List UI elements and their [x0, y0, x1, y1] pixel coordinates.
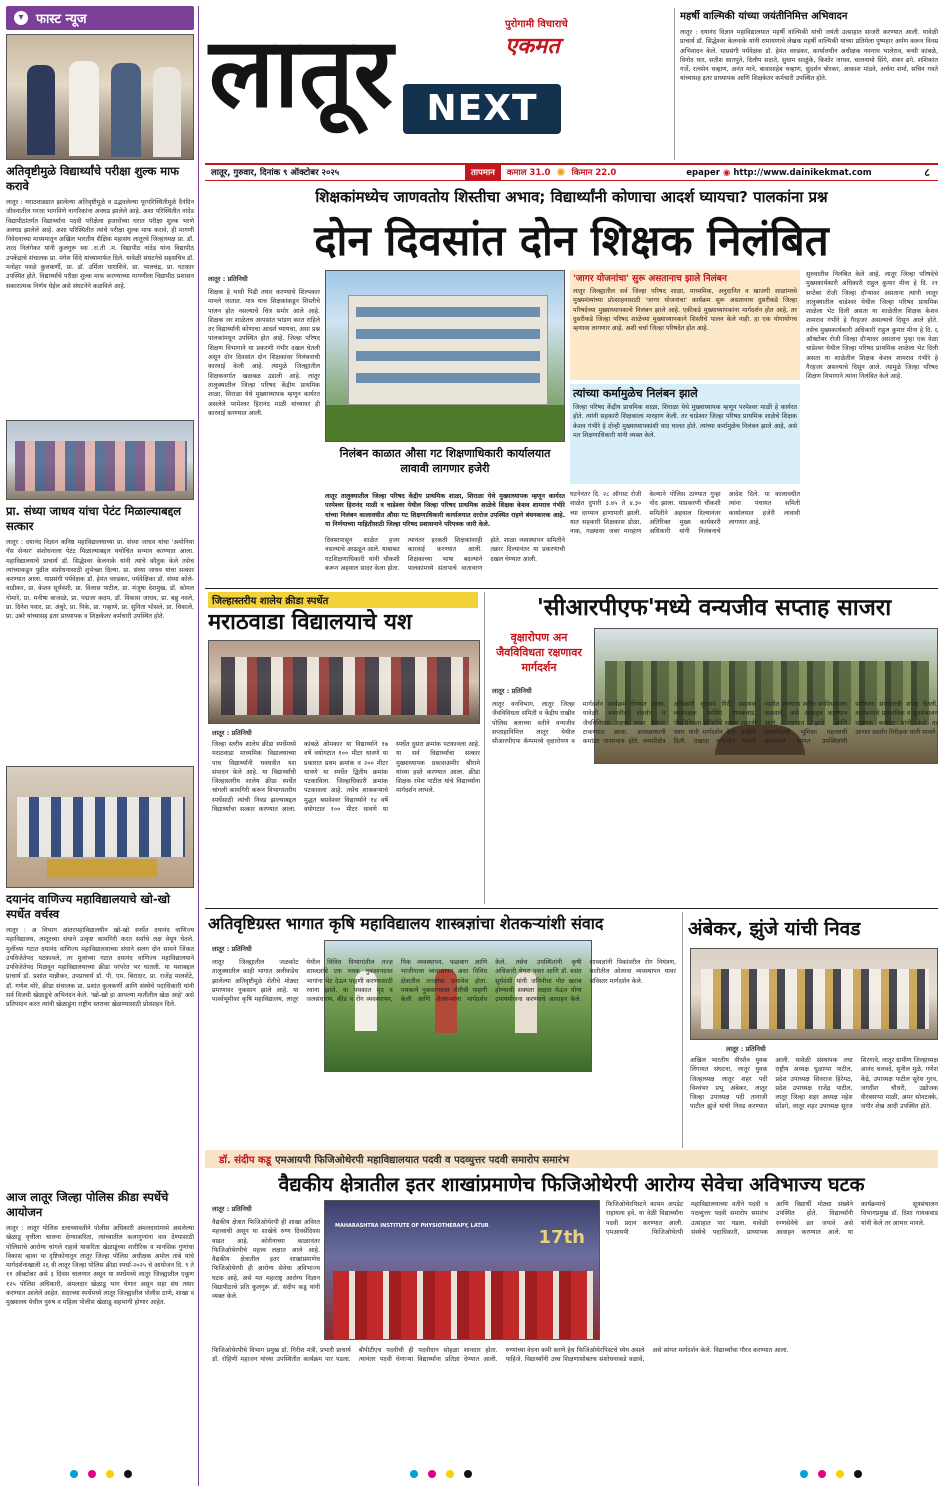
karma-box — [570, 384, 800, 484]
karma-box-headline: त्यांच्या कर्मामुळेच निलंबन झाले — [573, 387, 698, 400]
epaper-label: epaper — [686, 167, 720, 178]
dateline-date: लातूर, गुरुवार, दिनांक ९ ऑक्टोबर २०२५ — [211, 168, 340, 178]
dateline-bar — [205, 163, 938, 181]
temp-max: कमाल 31.0 — [506, 168, 551, 178]
lead-headline: दोन दिवसांत दोन शिक्षक निलंबित — [314, 216, 829, 265]
fast-news-headline-2: प्रा. संध्या जाधव यांचा पेटंट मिळाल्याबद्दल सत्कार — [6, 504, 182, 533]
lead-byline: लातूर : प्रतिनिधी — [208, 275, 248, 283]
fast-news-headline-4: आज लातूर जिल्हा पोलिस क्रीडा स्पर्धेचे आयोजन — [6, 1190, 169, 1219]
fast-news-body-4: लातूर : लातूर पोलिस दलाच्यावतीने पोलीस अधिकारी अंमलदारांमध्ये असलेल्या खेळाडू वृत्तीला चालना देण्याकरिता, त्यांच्यातील कलागुणांना वाव देण्यासाठी पोलिसांचे आरोग्य चांगले राहावे याकरिता खेळाडूंच्या शारीरिक व मानसिक गुणांचा विकास व्हावा या दृष्टिकोनातून लातूर जिल्हा पोलिस अधीक्षक अमोल तांबे यांचे मार्गदर्शनाखाली २६ वी लातूर जिल्हा पोलिस क्रीडा स्पर्धा-२०२५ चे आयोजन दि. ९ ते ११ ऑक्टोबर असे ३ दिवस चालणार असून या स्पर्धेमध्ये लातूर जिल्ह्यातील एकूण १२५ पोलिस अधिकारी, अंमलदार खेळाडू भाग घेणार असून सहा संघ तयार करण्यात आलेले आहेत. सदरच्या स्पर्धेमध्ये लातूर जिल्ह्यातील पोलीस ठाणे, शाखा व मुख्यालय येथील पुरुष व महिला पोलीस खेळाडू सहभागी होणार आहेत. — [6, 1225, 194, 1307]
physio-bottom: फिजिओथेरपीचे विभाग प्रमुख डॉ. गिरीश मंत्री, प्रभारी प्राचार्य डॉ. रोहिणी महाजन यांच्या उपस्थितीत कार्यक्रम पार पडला. बीपीटीएच पदवीची ही पदवीदान सोहळा शानदार होता. त्यानंतर पदवी घेणाऱ्या विद्यार्थ्यांना प्रतिज्ञा देण्यात आली. रुग्णांच्या वेदना कमी करणे हेच फिजिओथेरपिस्टचे ध्येय असले पाहिजे. विद्यार्थ्यांनी उच्च शिक्षणासोबतच संशोधनाकडे वळावे, असे सांगत मार्गदर्शन केले. विद्यार्थ्यांचा गौरव करण्यात आला. — [212, 1347, 789, 1364]
crpf-subhead: वृक्षारोपण अन जैवविविधता रक्षणावर मार्गदर्शन — [496, 631, 582, 674]
fast-news-body-3: लातूर : अ विभाग आंतरमहाविद्यालयीन खो-खो स्पर्धेत दयानंद वाणिज्य महाविद्यालय, लातूरच्या संघाने उत्कृष्ट कामगिरी करत सर्वांचे लक्ष वेधून घेतले. मुलींच्या गटात दयानंद वाणिज्य महाविद्यालयाच्या संघाने सलग दोन सामने जिंकत उपविजेतेपद पटकावले, तर मुलांच्या गटात दयानंद वाणिज्य महाविद्यालयाने उपविजेतेपद मिळवून महाविद्यालयाच्या क्रीडा परंपरेत भर घातली. या यशाबद्दल प्राचार्य डॉ. प्रशांत मान्नीकर, उपप्राचार्य डॉ. पी. एम. बिरादार, प्रा. राजेंद्र मालशेटे, डॉ. गणेश मोरे, क्रीडा संचालक प्रा. प्रशांत कुलकर्णी आणि संस्थेचे पदाधिकारी यांनी सर्व विजयी खेळाडूंचे अभिनंदन केले. 'खो-खो हा आपल्या मातीतील खेळ आहे' असे प्रतिपादन करत त्यांनी खेळाडूंना राष्ट्रीय स्तरावर खेळण्यासाठी प्रोत्साहन दिले. — [6, 927, 194, 1009]
school-building-photo — [325, 270, 565, 442]
sports-kicker: जिल्हास्तरीय शालेय क्रीडा स्पर्धेत — [208, 592, 478, 608]
fast-news-label: फास्ट न्यूज — [36, 12, 87, 27]
fast-news-body-1: लातूर : मराठवाड्यात झालेल्या अतिवृष्टीमुळे व उद्भवलेल्या पूरपरिस्थितीमुळे दैनंदिन जीवनातील गरजा भागविणे नागरिकांना अवघड झालेले आहे. अशा परिस्थितीत नांदेड विद्यापीठांतर्गत विद्यार्थ्यांना पदवी परीक्षेला हजारोंच्या घरात परीक्षा शुल्क भरणे अवघड झालेले आहे. अशा परिस्थितीत त्यांचे परीक्षा शुल्क माफ करावे, ही मागणी निवेदनाच्या माध्यमातून अखिल भारतीय शैक्षिक महासंघ लातूरचे जिल्हाध्यक्ष प्रा. डॉ. शरद निलंगेकर यांनी कुलगुरू स्वा .रा.ती .म. विद्यापीठ नांदेड यांना विद्यापीठ उपकेंद्राचे संचालक प्रा. मंगेश शिंदे यांच्यामार्फत दिले. यावेळी संघटनेचे सहसचिव डॉ. मनोहर पवळे कुलकर्णी, प्रा. डॉ. उर्मिला धाराशिवे, प्रा. भालचंद्र, प्रा. घटकार उपस्थित होते. विद्यार्थ्यांचे परीक्षा शुल्क माफ करण्याच्या मागणीला विद्यापीठ प्रशासन सकारात्मक निर्णय घेईल असे संघटनेने कळविले आहे. — [6, 199, 194, 290]
sports-photo — [208, 640, 480, 724]
registration-marks-left — [70, 1470, 132, 1478]
jagar-box-headline: 'जागर योजनांचा' सुरू असतानाच झाले निलंबन — [573, 274, 727, 284]
lead-middle-columns: घटनेनंतर दि. २८ ऑगस्ट रोजी शाळेत दुपारी ३.४५ ते ४.३० च्या दरम्यान हाणामारी झाली. यात सहकारी शिक्षकास डोळा, नाक, गळ्यावर जबर मारहाण केल्याने पोलिस ठाण्यात गुन्हा नोंद झाला. याप्रकरणी चौकशी समितीने अहवाल दिल्यानंतर अतिरिक्त मुख्य कार्यकारी अधिकारी यांनी निलंबनाचे आदेश दिले. या कालावधीत त्यांना पंचायत समिती कार्यालयात हजेरी लावावी लागणार आहे. — [570, 491, 800, 536]
sports-byline: लातूर : प्रतिनिधी — [212, 729, 252, 737]
globe-icon: ◉ — [722, 167, 731, 178]
fast-news-body-2: लातूर : दयानंद विज्ञान कनिष्ठ महाविद्यालयाच्या प्रा. संध्या जाधव यांचा 'अमोनिया गॅस सेन्सर' संशोधनाला पेटंट मिळाल्याबद्दल यथोचित सन्मान करण्यात आला. महाविद्यालयाचे प्राचार्य डॉ. सिद्धेश्वर केलनाके यांनी त्यांचे कौतुक केले तसेच त्यांच्याकडून पुढील संशोधनासाठी शुभेच्छा दिल्या. प्रा. संध्या जाधव यांचा सत्कार करण्यात आला. याप्रसंगी पर्यवेक्षक डॉ. हेमंत वरुडकर, पर्यवेक्षिका डॉ. संध्या कोले-वाडीकर, प्रा. केशव सूर्यवंशी, प्रा. विलास पाटील, प्रा. मंजुषा देशमुख, डॉ. कोमल गोमारे, प्रा. मनीषा बाजाळे, प्रा. पद्मजा कदम, डॉ. विकास जाधव, प्रा. बब्रु नवले, प्रा. दिनेश पवार, प्रा. अंबुरे, प्रा. पिके, प्रा. गव्हाणे, प्रा. सुनिता भोसले, प्रा. चिकाले, प्रा. उबरे यांच्यासह इतर प्राध्यापक व शिक्षकेतर कर्मचारी उपस्थित होते. — [6, 539, 194, 621]
fast-news-column — [6, 6, 194, 1486]
page-number: ८ — [924, 166, 930, 179]
physio-kicker-text: एमआयपी फिजिओथेरपी महाविद्यालयात पदवी व पदव्युत्तर पदवी समारोप समारंभ — [275, 1155, 569, 1166]
physio-kicker — [205, 1150, 938, 1168]
masthead-next — [403, 84, 561, 134]
top-right-body: लातूर : दयानंद विज्ञान महाविद्यालयात महर्षी वाल्मिकी यांची जयंती उत्साहात साजरी करण्यात आली. यावेळी प्राचार्य डॉ. सिद्धेश्वर केलनाके यांनी रामायणाचे लेखक महर्षी वाल्मिकी यांच्या प्रतिमेला पुष्पहार अर्पण करून विनम्र अभिवादन केले. याप्रसंगी पर्यवेक्षक डॉ. हेमंत वरुडकर, कार्यालयीन अधीक्षक नवनाथ भालेराव, बन्सी कांबळे, विनोद धार, सतीश सातपुते, दिलीप सदाते, सुधाम साळुंके, किशोर जाधव, चालनायो सिंगे, शंकर ढगे, शशिकांत गर्जे, रत्नसेन चव्हाण, अनंत माने, बावासाहेब चव्हाण, सुदर्शन बोरकर, आकाश मांडवे, अर्चना शर्मा, सचिन गवते यांच्यासह इतर प्राध्यापक आणि शिक्षकेतर कर्मचारी उपस्थित होते. — [680, 29, 938, 83]
physio-kicker-name: डॉ. संदीप कडू — [219, 1155, 272, 1166]
masthead-title: लातूर — [209, 17, 393, 129]
crpf-body: लातूर वनविभाग, लातूर जिल्हा जैवविविधता समिती व केंद्रीय राखीव पोलिस बलाच्या वतीने वन्यजीव सप्ताहानिमित्त लातूर येथील सीआरपीएफ कॅम्पमध्ये वृक्षारोपण व मार्गदर्शन कार्यक्रम घेण्यात आला. यावेळी वन्यजीव संवर्धन व जैवविविधता रक्षण यावर प्रकाश टाकण्यात आला. अध्यक्षस्थानी कमांडंट पारसनाथ होते. वनपरिक्षेत्र अधिकारी वृंदावन गिरी, सहायक वनसंरक्षक नरसिंग गायकवाड, जैवविविधता समितीचे सदस्य शहाजी पवार यांनी मार्गदर्शन केले. माहिती दिली. एखादा वन्यजीव मानवी वस्तीत आल्यास त्वरित वनविभागाला कळवावे, असे आवाहन करण्यात आले. रक्षणात झाडे आणि वन्यजीवांची भूमिका महत्त्वाची असल्याचे सांगत उपस्थितांनी पर्यावरण संवर्धनाची शपथ घेतली. कार्यक्रमाचे प्रास्ताविक व सूत्रसंचालन सहायक कमांडंट यांनी केले तर आभार प्रदर्शन निरीक्षक यांनी मानले. — [492, 701, 938, 746]
masthead-paper-name: एकमत — [505, 34, 560, 59]
physio-headline: वैद्यकीय क्षेत्रातील इतर शाखांप्रमाणेच फिजिओथेरपी आरोग्य सेवेचा अविभाज्य घटक — [278, 1173, 865, 1196]
masthead-next-label: NEXT — [426, 88, 538, 129]
lead-below-photo: लातूर तालुक्यातील जिल्हा परिषद केंद्रीय प्राथमिक शाळा, शिराळा येथे मुख्याध्यापक म्हणून कार्यरत परमेश्वर हिरानंद माळी व चाडेश्वर येथील जिल्हा परिषद प्राथमिक शाळेचे शिक्षक केशव शामराव गंभीरे यांच्या निलंबन कालावधीत औसा गट शिक्षणाधिकारी कार्यालयात दररोज उपस्थित राहणे बंधनकारक आहे. या निर्णयाच्या माहितीसाठी जिल्हा परिषद प्रशासनाने परिपत्रक जारी केले. — [325, 493, 565, 528]
top-right-headline: महर्षी वाल्मिकी यांच्या जयंतीनिमित्त अभिवादन — [680, 11, 848, 22]
ambekar-byline: लातूर : प्रतिनिधी — [726, 1045, 766, 1053]
jagar-box-body: लातूर जिल्ह्यातील सर्व जिल्हा परिषद शाळा, माध्यमिक, अनुदानित व खाजगी शाळांमध्ये मुख्यमंत्र्यांच्या प्रोत्साहनासाठी 'जागर योजनांचा' कार्यक्रम सुरू असतानाच दुसरीकडे जिल्हा परिषदेच्या मुख्याध्यापकाचे निलंबन झाले आहे. एकीकडे मुख्याध्यापकांना मार्गदर्शन होत आहे, तर दुसरीकडे जिल्हा परिषद शाळेच्या मुख्याध्यापकाने शिस्तीचे पालन केले नाही. हा एक योगायोगच म्हणावा लागणार आहे. अशी चर्चा जिल्हा परिषदेत होत आहे. — [573, 288, 797, 333]
sports-body: जिल्हा स्तरीय शालेय क्रीडा स्पर्धेमध्ये मराठवाडा माध्यमिक विद्यालयाच्या पाच विद्यार्थ्यांनी घवघवीत यश संपादन केले आहे. या विद्यार्थ्यांची जिल्हास्तरीय शालेय क्रीडा स्पर्धेत चांगली कामगिरी करून विभागस्तरीय स्पर्धेसाठी त्यांची निवड झाल्याबद्दल विद्यार्थ्यांचा सत्कार करण्यात आला. कांबळे ओमकार या विद्यार्थ्याने १७ वर्षे वयोगटात १०० मीटर धावणे या प्रकारात प्रथम क्रमांक व २०० मीटर धावणे या स्पर्धेत द्वितीय क्रमांक पटकाविला. जिल्हाधिकारी क्रमांक पटकावला आहे. तसेच शाकबऱ्याचे मुद्धत बसवेश्वर विद्यार्थ्याने १४ वर्षे वयोगटात १०० मीटर धावणे या स्पर्धेत दुसरा क्रमांक पटकावला आहे. या सर्व विद्यार्थ्यांचा सत्कार मुख्याध्यापक प्रकाशअमीर श्रीरामे यांच्या हस्ते करण्यात आला. क्रीडा शिक्षक रमेश पाटील यांचे विद्यार्थ्यांना मार्गदर्शन लाभले. — [212, 741, 480, 814]
lead-right-column: सुरुवातीस निलंबित केले आहे. लातूर जिल्हा परिषदेचे मुख्यकार्यकारी अधिकारी राहुल कुमार मीना हे दि. २१ सप्टेंबर रोजी जिल्हा दौऱ्यावर असताना त्यांनी लातूर तालुक्यातील चाडेश्वर येथील जिल्हा परिषद प्राथमिक शाळेला भेट दिली असता या शाळेतील शिक्षक केशव शामराव गंभीरे हे गैरहजर असल्याचे दिसून आले होते. तसेच मुख्यकार्यकारी अधिकारी राहुल कुमार मीना हे दि. ६ ऑक्टोबर रोजी जिल्हा दौऱ्यावर असताना पुन्हा एक वेळा चाडेश्वर येथील जिल्हा परिषद प्राथमिक शाळेला भेट दिली असता या शाळेतील शिक्षक केशव शामराव गंभीरे हे गैरहजर असल्याचे दिसून आले. त्यामुळे जिल्हा परिषद शिक्षण विभागाने त्यांना निलंबित केले आहे. — [806, 271, 938, 381]
news-photo-exam-fee — [6, 34, 194, 160]
fast-news-headline-1: अतिवृष्टीमुळे विद्यार्थ्यांचे परीक्षा शुल्क माफ करावे — [6, 164, 180, 193]
agri-body: लातूर जिल्ह्यातील जळकोट तालुक्यातील काही भागात अलीकडेच झालेल्या अतिवृष्टीमुळे शेतीचे मोठ्या प्रमाणावर नुकसान झाले आहे. या पार्श्वभूमीवर कृषि महाविद्यालय, लातूर येथील विविध विभागांतील तज्ज्ञ शास्त्रज्ञांचे एक पथक नुकसानग्रस्त भागांना भेट देऊन पाहणी करण्यासाठी रवाना झाले. या पथकात मृद व जलसंधारण, कीड व रोग व्यवस्थापन, पिक व्यवस्थापन, फळबाग आणि भाजीपाला व्यवस्थापन अशा विविध क्षेत्रातील तज्ज्ञांचा समावेश होता. पथकाने नुकसानग्रस्त शेतीची पाहणी केली आणि शेतकऱ्यांना मार्गदर्शन केले. तसेच उपस्थितांनी कृषी अधिकारी श्रेयश पवार आणि डॉ. बसंत सूर्यवंशी यांनी जमिनीचा पोत खराब होण्याची शक्यता लक्षात घेऊन योग्य उपाययोजना करण्याचे आवाहन केले. शास्त्रज्ञांनी पिकांवरील रोग नियंत्रण, मातीतील ओलावा व्यवस्थापन यावर सविस्तर मार्गदर्शन केले. — [212, 959, 676, 1004]
ambekar-body: अखिल भारतीय वीरशैव युवक लिंगायत संघटना, लातूर युवक जिल्हाध्यक्ष लातूर शहर पदी विश्वंभर प्रभू अंबेकर, लातूर जिल्हा उपाध्यक्ष पदी तानाजी पाटील झुंजे यांची निवड करण्यात आली. यावेळी संस्थापक तथा राष्ट्रीय अध्यक्ष धुळाप्पा पाटील, प्रदेश उपाध्यक्ष शिवराज हिरेमठ, प्रदेश उपाध्यक्ष राजेंद्र पाटील, लातूर जिल्हा शहर अध्यक्ष महेश सोंडगे, लातूर शहर उपाध्यक्ष सूरज शिरगावे, लातूर ग्रामीण जिल्हाध्यक्ष आनंद चलवदे, सुनील मुळे, गणेश केंद्रे, उपाध्यक्ष पाटील सुरेश गुरव, जगदीश चौधरी, उद्योजक वीरबसप्पा माळी, अमर सोनटक्के, जगीर शेख आदी उपस्थित होते. — [690, 1057, 938, 1111]
news-photo-patent — [6, 420, 194, 500]
registration-marks-right — [800, 1470, 862, 1478]
lead-column-1: शिक्षक हे भावी पिढी तयार करण्याचे शिल्पकार मानले जातात. मात्र याच शिक्षकांकडून शिस्तीचे पालन होत नसल्याचे चित्र समोर आले आहे. शिक्षक जर शाळेतच आपसांत भांडण करत राहिले तर विद्यार्थ्यांनी कोणाचा आदर्श घ्यायचा, असा प्रश्न पालकांमधून उपस्थित होत आहे. जिल्हा परिषद शिक्षण विभागाने या प्रकरणी गंभीर दखल घेतली असून दोन दिवसांत दोन शिक्षकांवर निलंबनाची कारवाई केली आहे. त्यामुळे जिल्ह्यातील शिक्षकवर्गात खळबळ उडाली आहे. लातूर तालुक्यातील जिल्हा परिषद केंद्रीय प्राथमिक शाळा, शिराळा येथे मुख्याध्यापक म्हणून कार्यरत असलेले परमेश्वर हिरानंद माळी यांच्यावर ही कारवाई करण्यात आली. — [208, 289, 320, 417]
jagar-box — [570, 270, 800, 380]
crpf-headline: 'सीआरपीएफ'मध्ये वन्यजीव सप्ताह साजरा — [536, 595, 892, 621]
physio-byline: लातूर : प्रतिनिधी — [212, 1205, 252, 1213]
graduation-stage-number: 17th — [538, 1227, 585, 1248]
top-right-story — [680, 10, 938, 160]
agri-byline: लातूर : प्रतिनिधी — [212, 945, 252, 953]
fast-news-header — [6, 6, 194, 30]
agri-headline: अतिवृष्टिग्रस्त भागात कृषि महाविद्यालय शास्त्रज्ञांचा शेतकऱ्यांशी संवाद — [208, 914, 604, 933]
sports-headline: मराठवाडा विद्यालयाचे यश — [208, 610, 412, 635]
graduation-banner: MAHARASHTRA INSTITUTE OF PHYSIOTHERAPY, LATUR — [335, 1223, 489, 1229]
temperature-label: तापमान — [465, 165, 501, 180]
lead-kicker: शिक्षकांमध्येच जाणवतोय शिस्तीचा अभाव; विद्यार्थ्यांनी कोणाचा आदर्श घ्यायचा? पालकांना प्रश्न — [315, 188, 828, 206]
lead-bottom-columns: दिवसापासून शाळेत हजर नसल्याचे आढळून आले. याबाबत गटशिक्षणाधिकारी यांनी चौकशी करून अहवाल सादर केला होता. त्यानंतर हरकती शिक्षकांवरही कारवाई करण्यात आली. शिक्षकाच्या भाषा बदल्याने पालकांमध्ये संतापाचे वातावरण होते. शाळा व्यवस्थापन समितीने तक्रार दिल्यानंतर या प्रकरणाची दखल घेण्यात आली. — [325, 537, 565, 572]
website-url[interactable]: http://www.dainikekmat.com — [733, 167, 872, 178]
masthead-tagline: पुरोगामी विचाराचे — [505, 19, 568, 30]
ambekar-photo — [690, 948, 938, 1040]
physio-column-1: वैद्यकीय क्षेत्रात फिजिओथेरपी ही शाखा अविरत महत्त्वाची असून या शाखेचे रुग्ण दिवसेंदिवस वाढत आहे. कोरोनाच्या काळानंतर फिजिओथेरपीचे महत्त्व लक्षात आले आहे. वैद्यकीय क्षेत्रातील इतर शाखांप्रमाणेच फिजिओथेरपी ही आरोग्य सेवेचा अविभाज्य घटक आहे, असे मत महाराष्ट्र आरोग्य विज्ञान विद्यापीठाचे प्रति कुलगुरू डॉ. संदीप कडू यांनी व्यक्त केले. — [212, 1219, 320, 1301]
physio-right: फिजिओथेरपिस्टने कायम अपडेट राहायला हवे. या वेळी विद्यार्थ्यांना पदवी प्रदान करण्यात आली. एमआयपी फिजिओथेरपी महाविद्यालयाच्या वतीने पदवी व पदव्युत्तर पदवी समारोप समारंभ उत्साहात पार पडला. यावेळी संस्थेचे पदाधिकारी, प्राध्यापक आणि विद्यार्थी मोठ्या संख्येने उपस्थित होते. विद्यार्थ्यांनी रुग्णसेवेचे व्रत जपावे असे आवाहन करण्यात आले. या कार्यक्रमाचे सूत्रसंचालन विभागप्रमुख डॉ. दिशा गायकवाड यांनी केले तर आभार मानले. — [606, 1201, 938, 1236]
lead-photo-caption: निलंबन काळात औसा गट शिक्षणाधिकारी कार्यालयात लावावी लागणार हजेरी — [339, 447, 551, 475]
temp-min: किमान 22.0 — [571, 168, 617, 178]
sun-icon: ✺ — [556, 166, 566, 179]
news-photo-kho-kho — [6, 766, 194, 888]
ambekar-headline: अंबेकर, झुंजे यांची निवड — [688, 918, 861, 940]
karma-box-body: जिल्हा परिषद केंद्रीय प्राथमिक शाळा, शिराळा येथे मुख्याध्यापक म्हणून परमेश्वर माळी हे कार्यरत होते. त्यांनी सहकारी शिक्षकाला मारहाण केली. तर चाडेश्वर जिल्हा परिषद प्राथमिक शाळेचे शिक्षक केशव गंभीरे हे दोन्ही मुख्याध्यापकांशी वाद घालत होते. त्यांच्या कर्मामुळेच निलंबन झाले आहे, असे मत शिक्षणाधिकारी यांनी व्यक्त केले. — [573, 404, 797, 439]
fast-news-headline-3: दयानंद वाणिज्य महाविद्यालयाचे खो-खो स्पर्धेत वर्चस्व — [6, 892, 171, 921]
graduation-photo — [324, 1200, 600, 1340]
masthead — [205, 8, 670, 160]
crpf-byline: लातूर : प्रतिनिधी — [492, 687, 532, 695]
chevron-down-icon: ▾ — [14, 11, 28, 25]
registration-marks-center — [410, 1470, 472, 1478]
